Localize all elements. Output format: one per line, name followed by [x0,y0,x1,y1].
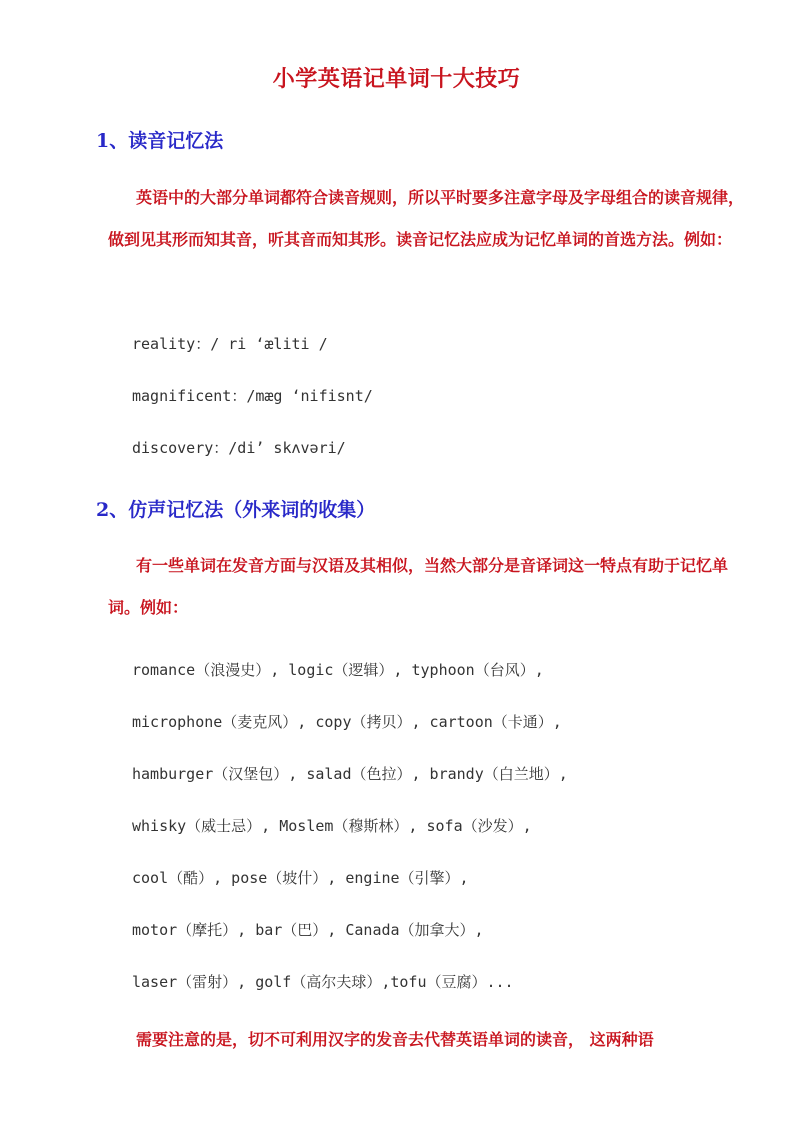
example-line: reality：/ ri ‘æliti / [132,335,328,353]
example-line: whisky（威士忌）, Moslem（穆斯林）, sofa（沙发）, [132,817,532,835]
example-line: discovery：/di’ skʌvəri/ [132,439,346,457]
example-line: hamburger（汉堡包）, salad（色拉）, brandy（白兰地）, [132,765,568,783]
section-heading-2: 2、仿声记忆法（外来词的收集） [96,499,376,521]
section-paragraph-2: 有一些单词在发音方面与汉语及其相似，当然大部分是音译词这一特点有助于记忆单词。例如： [108,556,729,617]
section-note-2: 需要注意的是，切不可利用汉字的发音去代替英语单词的读音， 这两种语 [136,1030,654,1049]
section-heading-1: 1、读音记忆法 [96,130,224,152]
section-paragraph-1: 英语中的大部分单词都符合读音规则，所以平时要多注意字母及字母组合的读音规律，做到见其形而知其音，听其音而知其形。读音记忆法应成为记忆单词的首选方法。例如： [108,188,745,249]
example-line: cool（酷）, pose（坡什）, engine（引擎）, [132,869,469,887]
example-line: microphone（麦克风）, copy（拷贝）, cartoon（卡通）, [132,713,562,731]
document-title: 小学英语记单词十大技巧 [272,66,521,92]
example-line: laser（雷射）, golf（高尔夫球）,tofu（豆腐）... [132,973,514,991]
example-line: romance（浪漫史）, logic（逻辑）, typhoon（台风）, [132,661,544,679]
example-line: magnificent：/mæg ‘nifisnt/ [132,387,373,405]
example-line: motor（摩托）, bar（巴）, Canada（加拿大）, [132,921,484,939]
